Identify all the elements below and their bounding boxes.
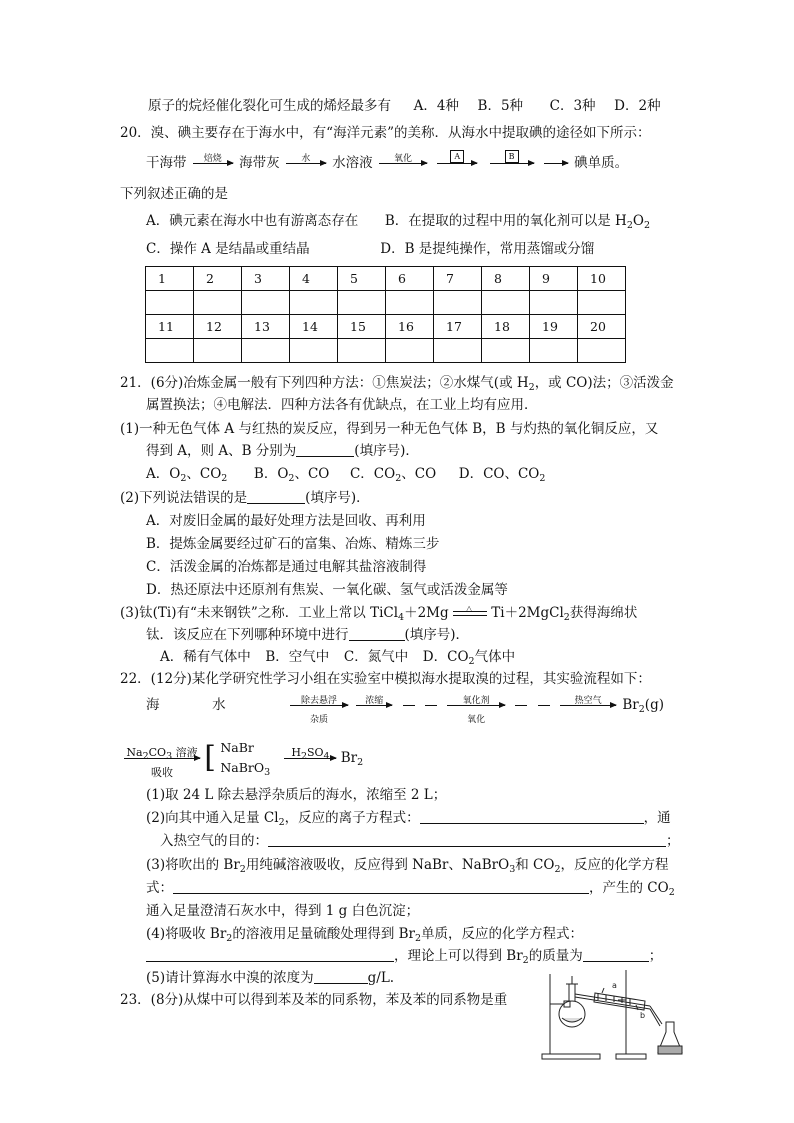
flow-arrow-label: 杂质 [309,715,328,725]
flow-arrow-label: $Na_2CO_3$ 溶液 [126,745,198,762]
answer-blank[interactable] [173,879,589,894]
table-cell: 2 [194,267,242,291]
table-cell: 7 [434,267,482,291]
flow-arrow-label: 氧化剂 [462,696,490,706]
table-row [146,291,626,315]
q19-option: A．4种 [413,98,459,114]
q19-option: B．5种 [477,98,524,114]
flow-arrow [193,154,233,164]
flow-start: 海 [146,697,160,713]
option: A．稀有气体中 [160,649,251,665]
answer-cell[interactable] [146,339,194,363]
q20-prompt: 下列叙述正确的是 [120,186,228,202]
answer-blank[interactable] [296,442,354,457]
table-cell: 17 [434,315,482,339]
answer-table [145,266,626,363]
q22-part5: (5)请计算海水中溴的浓度为 g/L. [146,970,395,986]
answer-cell[interactable] [578,339,626,363]
answer-cell[interactable] [434,291,482,315]
flow-arrow [124,745,200,779]
option: A．$O_2$、$CO_2$ [146,466,228,484]
flow-arrow-label: 吸收 [151,765,173,779]
q21-part3-options [160,648,515,666]
answer-cell[interactable] [578,291,626,315]
flow-end: $Br_2$ [340,749,364,768]
flow-arrow-label: 浓缩 [365,696,384,706]
q22-flow1 [146,696,226,714]
q21-part3-line1: (3)钛(Ti)有“未来钢铁”之称．工业上常以 TiCl$_4$＋2Mg △ Ti＋2MgCl$_2$获得海绵状 [120,603,638,623]
answer-blank[interactable] [420,809,644,824]
flow-arrow-label: 水 [301,154,311,164]
table-cell: 11 [146,315,194,339]
table-cell: 5 [338,267,386,291]
flow-arrow [290,696,348,725]
q22-part3-line2: 式： ，产生的 $CO_2$ [146,880,675,898]
q20-option-a: A．碘元素在海水中也有游离态存在 [146,213,359,229]
answer-cell[interactable] [290,339,338,363]
table-cell: 1 [146,267,194,291]
flow-arrow-label: 除去悬浮 [300,696,337,706]
answer-cell[interactable] [242,291,290,315]
table-cell: 18 [482,315,530,339]
flow-mid1: 海带灰 [239,155,280,171]
q21-part2-option-a: A．对废旧金属的最好处理方法是回收、再利用 [146,513,426,529]
flow-arrow [379,154,427,164]
answer-cell[interactable] [530,291,578,315]
q21-part2-option-c: C．活泼金属的冶炼都是通过电解其盐溶液制得 [146,559,427,575]
answer-cell[interactable] [434,339,482,363]
q20-option-c: C．操作 A 是结晶或重结晶 [146,241,310,257]
flow-arrow-label: 氧化 [393,154,412,164]
q19-option: C．3种 [549,98,596,114]
q19-option: D．2种 [614,98,661,114]
flow-arrow [560,696,616,706]
flow-arrow-label: 氧化 [467,715,486,725]
option: D．CO、$CO_2$ [458,466,546,484]
q21-part2: (2)下列说法错误的是 (填序号)． [120,490,370,506]
table-cell: 12 [194,315,242,339]
q20-options-row2 [146,240,594,258]
answer-cell[interactable] [338,339,386,363]
table-cell: 4 [290,267,338,291]
flow-end: 碘单质。 [574,155,629,171]
q22-flow2: $Na_2CO_3$ 溶液 吸收 [ NaBr NaBrO$_3$ $H_2SO_4$ $Br_2$ [124,738,363,778]
q22-part4-line2: ，理论上可以得到 $Br_2$的质量为 ； [146,947,662,965]
answer-blank[interactable] [583,947,649,962]
table-cell: 14 [290,315,338,339]
q20-option-b: B．在提取的过程中用的氧化剂可以是 $H_2O_2$ [384,213,650,231]
flow-arrow [490,152,534,164]
flow-arrow [286,154,326,164]
q21-part1-line1: (1)一种无色气体 A 与红热的炭反应，得到另一种无色气体 B，B 与灼热的氧化铜反应，又 [120,421,659,437]
answer-blank[interactable] [268,832,666,847]
product-nabr: NaBr [220,740,254,755]
q21-part1-options [146,465,545,483]
table-cell: 10 [578,267,626,291]
table-row [146,339,626,363]
q20-flow [146,154,628,172]
table-cell: 15 [338,315,386,339]
flow-arrow [544,163,568,164]
flow-arrow-label: 热空气 [574,696,602,706]
option: C．氮气中 [343,649,409,665]
option: B．空气中 [265,649,330,665]
distillation-apparatus-figure [540,966,690,1062]
option: D．$CO_2$气体中 [422,649,516,667]
q22-flow1-arrows [290,696,664,725]
q21-part3-line2: 钛．该反应在下列哪种环境中进行 (填序号)． [146,627,470,643]
flow-arrow [356,696,392,706]
q23-stem: 23．(8分)从煤中可以得到苯及苯的同系物，苯及苯的同系物是重 [120,992,508,1008]
q22-part3-line3: 通入足量澄清石灰水中，得到 1 g 白色沉淀； [146,903,420,919]
flow-start-2: 水 [212,697,226,713]
answer-cell[interactable] [146,291,194,315]
q22-part1: (1)取 24 L 除去悬浮杂质后的海水，浓缩至 2 L； [146,787,447,803]
table-cell: 3 [242,267,290,291]
q20-options-row1 [146,212,650,230]
table-cell: 16 [386,315,434,339]
q20-stem: 20．溴、碘主要存在于海水中，有“海洋元素”的美称．从海水中提取碘的途径如下所示： [120,125,651,141]
answer-cell[interactable] [290,291,338,315]
q22-part3-line1: (3)将吹出的 $Br_2$用纯碱溶液吸收，反应得到 NaBr、NaBrO$_3$和 $CO_2$，反应的化学方程 [146,857,669,875]
table-cell: 13 [242,315,290,339]
flow-arrow-label: 焙烧 [203,154,222,164]
box-a-label: A [450,150,464,163]
flow-arrow [437,152,477,164]
option: C．$CO_2$、CO [349,466,437,484]
reaction-heat-sign: △ [453,610,487,618]
q21-part1-line2: 得到 A，则 A、B 分别为 (填序号)． [146,443,419,459]
answer-cell[interactable] [242,339,290,363]
answer-cell[interactable] [386,339,434,363]
table-row [146,315,626,339]
flow-arrow-label: $H_2SO_4$ [291,745,330,762]
flow-start: 干海带 [146,155,187,171]
answer-blank[interactable] [314,969,368,984]
answer-cell[interactable] [482,291,530,315]
answer-cell[interactable] [194,291,242,315]
flow-arrow [284,745,336,762]
table-cell: 20 [578,315,626,339]
option: B．$O_2$、CO [253,466,330,484]
q21-part2-option-d: D．热还原法中还原剂有焦炭、一氧化碳、氢气或活泼金属等 [146,582,508,598]
product-nabro3: NaBrO$_3$ [220,760,271,778]
answer-cell[interactable] [482,339,530,363]
q21-stem-line1: 21．(6分)冶炼金属一般有下列四种方法：①焦炭法；②水煤气(或 $H_2$，或 CO)法；③活泼金 [120,375,674,393]
q22-part2-line2: 入热空气的目的： ； [160,833,680,849]
answer-blank[interactable] [146,947,394,962]
q22-stem: 22．(12分)某化学研究性学习小组在实验室中模拟海水提取溴的过程，其实验流程如下： [120,671,651,687]
answer-cell[interactable] [386,291,434,315]
q19-tail-line [148,97,661,115]
answer-blank[interactable] [349,626,405,641]
answer-cell[interactable] [194,339,242,363]
table-cell: 19 [530,315,578,339]
q22-part4-line1: (4)将吸收 $Br_2$的溶液用足量硫酸处理得到 $Br_2$单质，反应的化学方程式： [146,926,584,944]
answer-blank[interactable] [247,489,305,504]
label-b: b [640,1011,646,1020]
flow-mid2: 水溶液 [332,155,373,171]
box-b-label: B [505,150,519,163]
flow-arrow [447,696,505,725]
table-cell: 8 [482,267,530,291]
q22-part2-line1: (2)向其中通入足量 $Cl_2$，反应的离子方程式： ，通 [146,810,671,828]
q19-tail-text: 原子的烷烃催化裂化可生成的烯烃最多有 [148,98,391,114]
q21-part2-option-b: B．提炼金属要经过矿石的富集、冶炼、精炼三步 [146,536,440,552]
answer-cell[interactable] [338,291,386,315]
q21-stem-line2: 属置换法；④电解法．四种方法各有优缺点，在工业上均有应用． [146,397,538,413]
q20-option-d: D．B 是提纯操作，常用蒸馏或分馏 [380,241,595,257]
answer-cell[interactable] [530,339,578,363]
table-cell: 9 [530,267,578,291]
label-a: a [612,981,617,990]
flow-end: $Br_2(g)$ [622,697,664,715]
table-cell: 6 [386,267,434,291]
table-row [146,267,626,291]
